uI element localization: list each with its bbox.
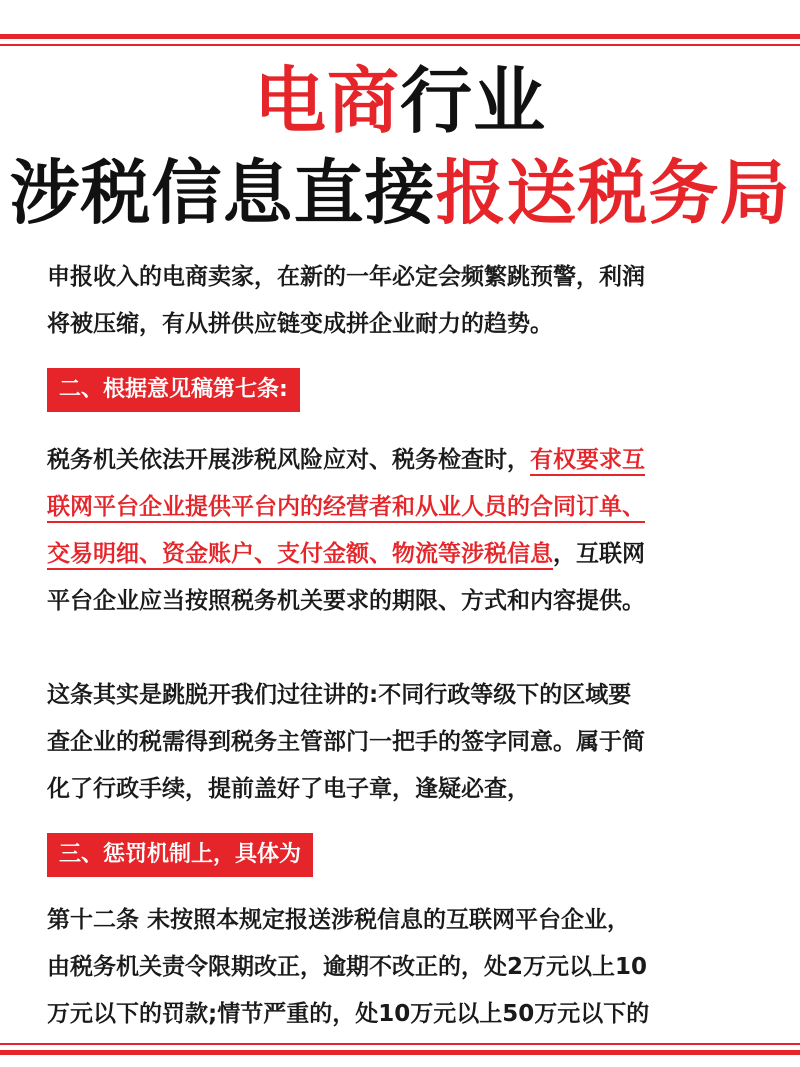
- paragraph-line: [47, 437, 767, 484]
- intro-line: 申报收入的电商卖家，在新的一年必定会频繁跳预警，利润: [47, 264, 645, 290]
- title-line-2: [0, 150, 800, 236]
- highlighted-text: 联网平台企业提供平台内的经营者和从业人员的合同订单、: [47, 494, 645, 523]
- title-black-part: 行业: [400, 59, 547, 143]
- explanation-paragraph: [47, 672, 767, 813]
- section-2-paragraph: [47, 437, 767, 625]
- title-red-part: 电商: [253, 59, 400, 143]
- top-border-thick: [0, 34, 800, 39]
- paragraph-line: 查企业的税需得到税务主管部门一把手的签字同意。属于简: [47, 729, 645, 755]
- highlighted-text: 有权要求互: [530, 447, 645, 476]
- top-border-thin: [0, 44, 800, 46]
- paragraph-line: 化了行政手续，提前盖好了电子章，逢疑必查，: [47, 776, 530, 802]
- paragraph-line: 万元以下的罚款;情节严重的，处10万元以上50万元以下的: [47, 1001, 650, 1027]
- bottom-border-thick: [0, 1050, 800, 1055]
- paragraph-line: 这条其实是跳脱开我们过往讲的:不同行政等级下的区域要: [47, 682, 632, 708]
- bottom-border-thin: [0, 1043, 800, 1045]
- paragraph-line: 第十二条 未按照本规定报送涉税信息的互联网平台企业，: [47, 907, 631, 933]
- section-3-paragraph: [47, 897, 767, 1038]
- title-red-part: 报送税务局: [435, 152, 791, 234]
- paragraph-line: [47, 531, 767, 578]
- plain-text: ，互联网: [553, 541, 645, 567]
- title-black-part: 涉税信息直接: [9, 152, 436, 234]
- plain-text: 税务机关依法开展涉税风险应对、税务检查时，: [47, 447, 530, 473]
- title-line-1: [0, 58, 800, 144]
- highlighted-text: 交易明细、资金账户、支付金额、物流等涉税信息: [47, 541, 553, 570]
- paragraph-line: [47, 484, 767, 531]
- section-3-heading: 三、惩罚机制上，具体为: [47, 833, 313, 877]
- paragraph-line: 由税务机关责令限期改正，逾期不改正的，处2万元以上10: [47, 954, 648, 980]
- paragraph-line: 平台企业应当按照税务机关要求的期限、方式和内容提供。: [47, 588, 645, 614]
- intro-line: 将被压缩，有从拼供应链变成拼企业耐力的趋势。: [47, 311, 553, 337]
- section-2-heading: 二、根据意见稿第七条:: [47, 368, 300, 412]
- intro-paragraph: [47, 254, 767, 348]
